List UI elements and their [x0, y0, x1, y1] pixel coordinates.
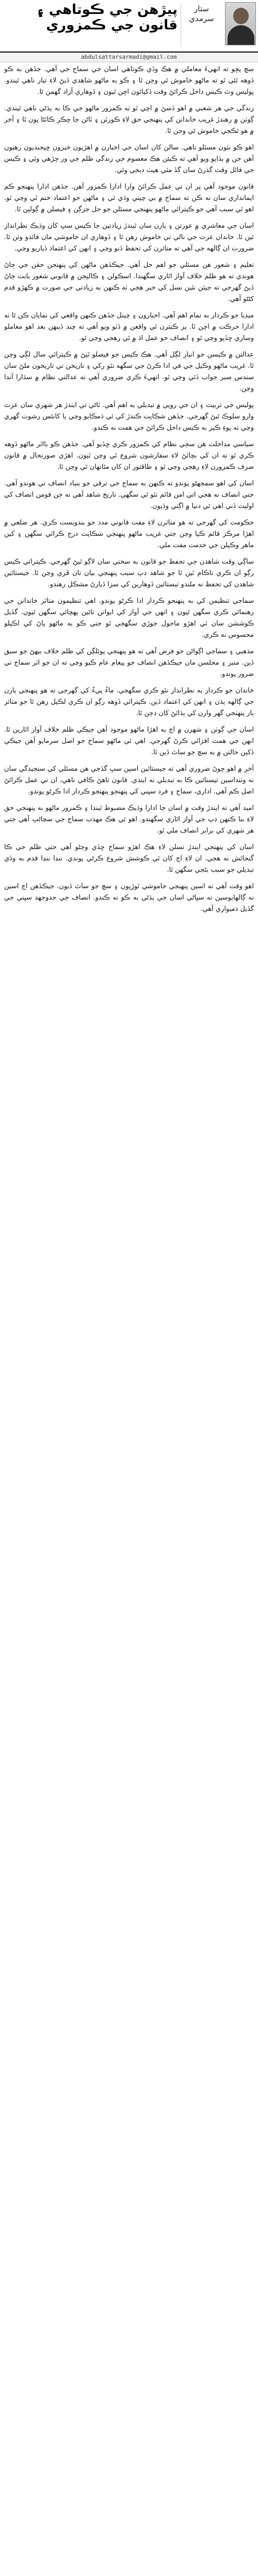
column-masthead	[0, 0, 258, 53]
article-body	[4, 64, 254, 2576]
author-email: abdulsattarsarmadi@gmail.com	[0, 53, 258, 62]
paragraph: اسان کي اهو سمجهڻو پوندو ته ڪنهن به سماج جي ترقي جو بنياد انصاف تي هوندو آهي. جتي انصاف نه هجي اتي امن قائم نٿو ٿي سگهي. تاريخ شاهد آهي ته جن قومن انصاف کي اوليت ڏني اهي ئي دنيا ۾ اڳتي وڌيون.	[4, 480, 254, 510]
paragraph: ساڳي وقت شاهدن جي تحفظ جو قانون به سختي سان لاڳو ٿيڻ گهرجي. ڪيترائي ڪيس رڳو ان ڪري ناڪام ٿين ٿا جو شاهد ڊپ سبب پنهنجي بيان تان ڦري وڃن ٿا. جيستائين شاهدن کي تحفظ نه ملندو تيستائين ڏوهارين کي سزا ڏيارڻ مشڪل رهندو.	[4, 558, 254, 588]
author-name: ستار سرمدي	[181, 3, 222, 46]
paragraph: اميد آهي ته ايندڙ وقت ۾ اسان جا ادارا وڌيڪ مضبوط ٿيندا ۽ ڪمزور ماڻهو به پنهنجي حق لاءِ بنا ڪنهن ڊپ جي آواز اٿاري سگهندو. اهو ئي هڪ مهذب سماج جي سڃاڻپ آهي جتي هر شهري کي برابر انصاف ملي ٿو.	[4, 804, 254, 835]
paragraph: قانون موجود آهي پر ان تي عمل ڪرائڻ وارا ادارا ڪمزور آهن. جڏهن ادارا پنهنجو ڪم ايمانداري سان نه ڪن ته سماج ۾ بي چيني وڌي ٿي ۽ ماڻهن جو اعتماد ختم ٿي وڃي ٿو. اهو ئي سبب آهي جو ڪيترائي ماڻهو پنهنجي مسئلن جو حل جرڳن ۽ فيصلن ۾ ڳولين ٿا.	[4, 183, 254, 213]
paragraph: اهو ڪو نئون مسئلو ناهي. سالن کان اسان جي اخبارن ۾ اهڙيون خبرون ڇپجنديون رهيون آهن جن ۾ ٻڌايو ويو آهي ته ڪيئن هڪ معصوم جي زندگي ظلم جي ور چڙهي وئي ۽ ڪيس جي فائل وقت گذرڻ سان گڏ مٽي هيٺ دٻجي وئي.	[4, 144, 254, 174]
paragraph: حڪومت کي گهرجي ته هو متاثرن لاءِ مفت قانوني مدد جو بندوبست ڪري. هر ضلعي ۾ اهڙا مرڪز قائم ڪيا وڃن جتي غريب ماڻهو پنهنجي شڪايت درج ڪرائي سگهن ۽ کين ماهر وڪيلن جي خدمت مفت ملي.	[4, 519, 254, 549]
paragraph: سياسي مداخلت هن سڄي نظام کي ڪمزور ڪري ڇڏيو آهي. جڏهن ڪو بااثر ماڻهو ڏوهه ڪري ٿو ته ان کي بچائڻ لاءِ سفارشون شروع ٿي وڃن ٿيون. اهڙي صورتحال ۾ قانون صرف ڪمزورن لاءِ رهجي وڃي ٿو ۽ طاقتور ان کان مٿانهان ٿي وڃن ٿا.	[4, 440, 254, 471]
paragraph: پوليس جي تربيت ۽ ان جي رويي ۾ تبديلي به اهم آهي. ٿاڻي تي ايندڙ هر شهري سان عزت وارو سلوڪ ٿيڻ گهرجي. جڏهن شڪايت ڪندڙ کي ئي ڌمڪايو وڃي يا کانئس رشوت گهري وڃي ته پوءِ ڪير به ڪيس داخل ڪرائڻ جي همت نه ڪندو.	[4, 401, 254, 432]
paragraph: آخر ۾ اهو چوڻ ضروري آهي ته جيستائين اسين سڀ گڏجي هن مسئلي کي سنجيدگي سان نه وٺنداسين تيستائين ڪا به تبديلي نه ايندي. قانون ٺاهڻ ڪافي ناهي، ان تي عمل ڪرائڻ اصل ڪم آهي. اداري، سماج ۽ فرد سڀني کي پنهنجو پنهنجو ڪردار ادا ڪرڻو پوندو.	[4, 765, 254, 795]
paragraph: سچ پڇو ته انهيءَ معاملي ۾ هڪ وڏي ڪوتاهي اسان جي سماج جي آهي. جڏهن به ڪو ڏوهه ٿئي ٿو ته ماڻهو خاموش ٿي وڃن ٿا ۽ ڪو به ماڻهو شاهدي ڏيڻ لاءِ تيار ناهي ٿيندو. پوليس وٽ ڪيس داخل ڪرائڻ وقت ڏکيائون اچن ٿيون ۽ ڏوهاري آزاد گهمن ٿا.	[4, 65, 254, 96]
paragraph: اسان کي پنهنجي ايندڙ نسلن لاءِ هڪ اهڙو سماج ڇڏي وڃڻو آهي جتي ظلم جي ڪا گنجائش نه هجي. ان لاءِ اڄ کان ئي ڪوشش شروع ڪرڻي پوندي. ننڍا ننڍا قدم به وڏي تبديلي جو سبب بڻجي سگهن ٿا.	[4, 843, 254, 874]
paragraph: زندگي جي هر شعبي ۾ اهو ڏسڻ ۾ اچي ٿو ته ڪمزور ماڻهو جي ڪا به ٻڌڻي ناهي ٿيندي. ڳوٺن ۾ رهندڙ غريب خاندانن کي پنهنجي حق لاءِ ڪورٽن ۽ ٿاڻن جا چڪر ڪاٽڻا پون ٿا ۽ آخر ۾ هو ٿڪجي خاموش ٿي وڃن ٿا.	[4, 105, 254, 135]
paragraph: اسان جي ڳوٺن ۽ شهرن ۾ اڄ به اهڙا ماڻهو موجود آهن جيڪي ظلم خلاف آواز اٿارين ٿا. انهن جي همت افزائي ڪرڻ گهرجي. اهي ئي ماڻهو سماج جو اصل سرمايو آهن جيڪي ڏکين حالتن ۾ به سچ جو ساٿ ڏين ٿا.	[4, 726, 254, 756]
paragraph: اسان جي معاشري ۾ عورتن ۽ ٻارن سان ٿيندڙ زيادتين جا ڪيس سڀ کان وڌيڪ نظرانداز ٿين ٿا. خاندان عزت جي نالي تي خاموش رهن ٿا ۽ ڏوهاري ان خاموشي مان فائدو وٺن ٿا. ضرورت ان ڳالهه جي آهي ته متاثرن کي تحفظ ڏنو وڃي ۽ انهن کي اعتماد ڏياريو وڃي.	[4, 222, 254, 252]
paragraph: عدالتن ۾ ڪيسن جو انبار لڳل آهي. هڪ ڪيس جو فيصلو ٿيڻ ۾ ڪيترائي سال لڳي وڃن ٿا. غريب ماڻهو وڪيل جي في ادا ڪرڻ جي سگهه نٿو رکي ۽ تاريخن تي تاريخون ملڻ سان سندس صبر جواب ڏئي وڃي ٿو. انهيءَ ڪري ضروري آهي ته عدالتي نظام ۾ سڌارا آندا وڃن.	[4, 351, 254, 393]
author-photo-shoulders	[228, 25, 254, 45]
paragraph: سماجي تنظيمن کي به پنهنجو ڪردار ادا ڪرڻو پوندو. اهي تنظيمون متاثر خاندانن جي رهنمائي ڪري سگهن ٿيون ۽ انهن جي آواز کي ايوانن تائين پهچائي سگهن ٿيون. گڏيل ڪوششن سان ئي اهڙو ماحول جوڙي سگهجي ٿو جتي ڪو به ماڻهو پاڻ کي اڪيلو محسوس نه ڪري.	[4, 597, 254, 639]
article-text	[4, 64, 254, 915]
paragraph: اهو وقت آهي ته اسين پنهنجي خاموشي ٽوڙيون ۽ سچ جو ساٿ ڏيون. جيڪڏهن اڄ اسين نه ڳالهايوسين ته سڀاڻي اسان جي ٻڌڻي به ڪو نه ڪندو. انصاف جي جدوجهد سڀني جي گڏيل ذميواري آهي.	[4, 883, 254, 913]
paragraph: ميڊيا جو ڪردار به تمام اهم آهي. اخبارون ۽ چينل جڏهن ڪنهن واقعي کي نمايان ڪن ٿا ته ادارا حرڪت ۾ اچن ٿا. پر ڪيترن ئي واقعن ۾ ڏٺو ويو آهي ته چند ڏينهن بعد اهو معاملو وساري ڇڏيو وڃي ٿو ۽ انصاف جو عمل اڌ ۾ ئي رهجي وڃي ٿو.	[4, 312, 254, 342]
paragraph: مذهبي ۽ سماجي اڳواڻن جو فرض آهي ته هو پنهنجي پوئلڳن کي ظلم خلاف بيهڻ جو سبق ڏين. منبر ۽ مجلسن مان جيڪڏهن انصاف جو پيغام عام ڪيو وڃي ته ان جو اثر سماج تي ضرور پوندو.	[4, 648, 254, 678]
author-photo	[225, 2, 256, 45]
paragraph: تعليم ۽ شعور هن مسئلي جو اهم حل آهي. جيڪڏهن ماڻهن کي پنهنجن حقن جي ڄاڻ هوندي ته هو ظلم خلاف آواز اٿاري سگهندا. اسڪولن ۽ ڪاليجن ۾ قانوني شعور بابت ڄاڻ ڏيڻ گهرجي ته جيئن نئين نسل کي خبر هجي ته ڪنهن به زيادتي جي صورت ۾ ڪهڙو قدم کڻڻو آهي.	[4, 261, 254, 303]
author-photo-head	[233, 8, 249, 24]
article-headline: پيڙهن جي ڪوتاهي ۽ قانون جي ڪمزوري	[36, 2, 178, 33]
paragraph: خاندان جو ڪردار به نظرانداز نٿو ڪري سگهجي. ماءُ پيءُ کي گهرجي ته هو پنهنجي ٻارن جي ڳالهه ٻڌن ۽ انهن کي اعتماد ڏين. ڪيترائي ڏوهه رڳو ان ڪري لڪيل رهن ٿا جو متاثر ٻار پنهنجي گهر وارن کي ٻڌائڻ کان ڊڄن ٿا.	[4, 687, 254, 717]
